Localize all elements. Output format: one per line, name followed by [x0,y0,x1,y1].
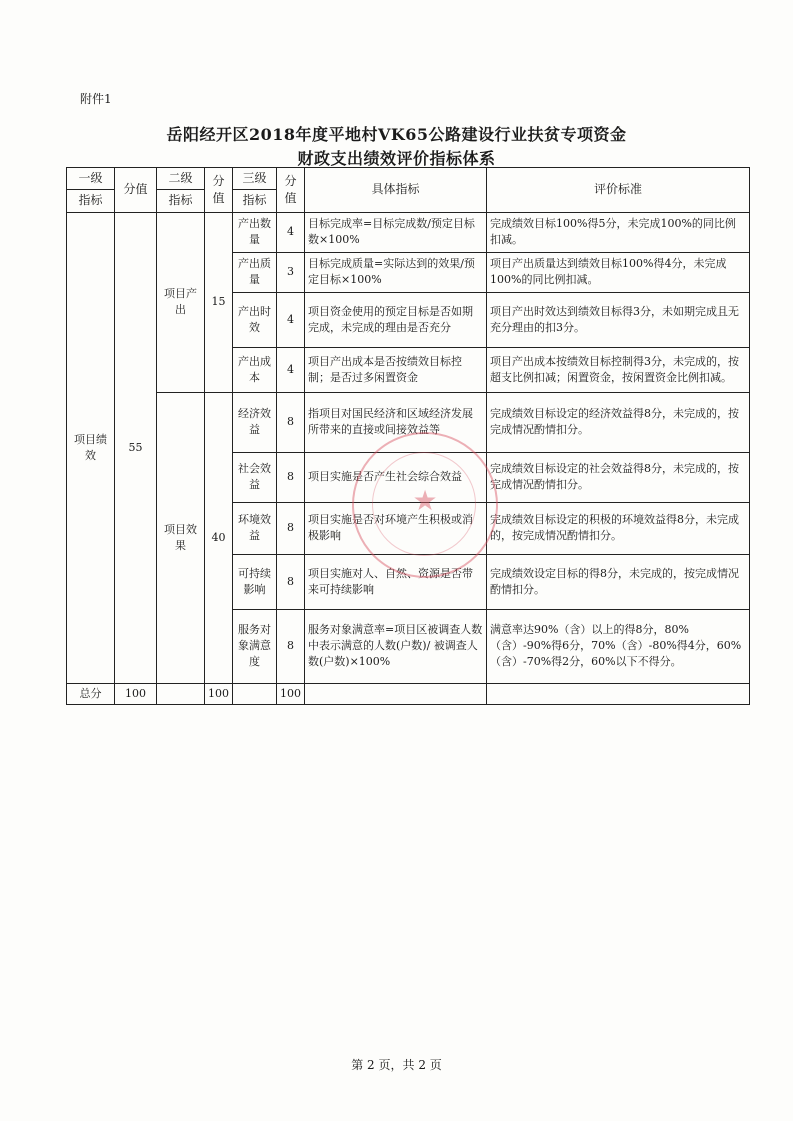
level3-indicator: 可持续影响 [233,554,277,609]
specific-indicator: 目标完成质量=实际达到的效果/预定目标×100% [305,252,487,292]
specific-indicator: 项目实施对人、自然、资源是否带来可持续影响 [305,554,487,609]
header-level3-bottom: 指标 [233,190,277,212]
table-row [67,392,750,452]
level3-score: 8 [277,609,305,683]
seal-star-icon: ★ [412,484,438,517]
header-score2: 分值 [205,168,233,213]
level3-score: 8 [277,392,305,452]
level1-indicator: 项目绩效 [67,212,115,683]
total-score1: 100 [115,683,157,704]
evaluation-criteria: 完成绩效目标设定的经济效益得8分，未完成的，按完成情况酌情扣分。 [487,392,750,452]
level2-indicator-output: 项目产出 [157,212,205,392]
level3-indicator: 服务对象满意度 [233,609,277,683]
level2-score-output: 15 [205,212,233,392]
level2-indicator-effect: 项目效果 [157,392,205,683]
header-score3: 分值 [277,168,305,213]
level1-score: 55 [115,212,157,683]
level3-indicator: 产出数量 [233,212,277,252]
header-score1: 分值 [115,168,157,213]
total-score3: 100 [277,683,305,704]
level2-score-effect: 40 [205,392,233,683]
header-level3-top: 三级 [233,168,277,190]
level3-score: 4 [277,212,305,252]
header-level2-top: 二级 [157,168,205,190]
level3-indicator: 产出时效 [233,292,277,347]
specific-indicator: 服务对象满意率=项目区被调查人数中表示满意的人数(户数)/ 被调查人数(户数)×100% [305,609,487,683]
evaluation-criteria: 项目产出时效达到绩效目标得3分，未如期完成且无充分理由的扣3分。 [487,292,750,347]
total-empty-cell [157,683,205,704]
document-title: 岳阳经开区2018年度平地村VK65公路建设行业扶贫专项资金 [166,125,627,144]
table-row [67,212,750,252]
level3-score: 8 [277,502,305,554]
level3-score: 3 [277,252,305,292]
total-empty-cell [233,683,277,704]
document-subtitle: 财政支出绩效评价指标体系 [297,149,496,168]
specific-indicator: 项目产出成本是否按绩效目标控制；是否过多闲置资金 [305,347,487,392]
specific-indicator: 项目实施是否对环境产生积极或消极影响 [305,502,487,554]
evaluation-criteria: 完成绩效设定目标的得8分，未完成的，按完成情况酌情扣分。 [487,554,750,609]
attachment-label: 附件1 [80,92,112,106]
level3-indicator: 环境效益 [233,502,277,554]
specific-indicator: 项目资金使用的预定目标是否如期完成，未完成的理由是否充分 [305,292,487,347]
header-level1-bottom: 指标 [67,190,115,212]
header-level1-top: 一级 [67,168,115,190]
total-row [67,683,750,704]
specific-indicator: 项目实施是否产生社会综合效益 [305,452,487,502]
level3-score: 4 [277,347,305,392]
evaluation-criteria: 项目产出成本按绩效目标控制得3分，未完成的，按超支比例扣减；闲置资金，按闲置资金比例扣减。 [487,347,750,392]
level3-indicator: 产出成本 [233,347,277,392]
level3-indicator: 社会效益 [233,452,277,502]
page-footer: 第 2 页，共 2 页 [351,1058,442,1072]
level3-indicator: 经济效益 [233,392,277,452]
evaluation-criteria: 完成绩效目标设定的积极的环境效益得8分，未完成的，按完成情况酌情扣分。 [487,502,750,554]
header-level2-bottom: 指标 [157,190,205,212]
total-label: 总分 [67,683,115,704]
evaluation-criteria: 项目产出质量达到绩效目标100%得4分，未完成100%的同比例扣减。 [487,252,750,292]
total-empty-cell [487,683,750,704]
total-empty-cell [305,683,487,704]
total-score2: 100 [205,683,233,704]
header-evaluation-criteria: 评价标准 [487,168,750,213]
level3-score: 8 [277,452,305,502]
evaluation-criteria: 满意率达90%（含）以上的得8分，80%（含）-90%得6分，70%（含）-80%得4分，60%（含）-70%得2分，60%以下不得分。 [487,609,750,683]
indicator-table [66,167,750,705]
level3-score: 4 [277,292,305,347]
specific-indicator: 指项目对国民经济和区域经济发展所带来的直接或间接效益等 [305,392,487,452]
specific-indicator: 目标完成率=目标完成数/预定目标数×100% [305,212,487,252]
evaluation-criteria: 完成绩效目标设定的社会效益得8分，未完成的，按完成情况酌情扣分。 [487,452,750,502]
level3-score: 8 [277,554,305,609]
header-specific-indicator: 具体指标 [305,168,487,213]
evaluation-criteria: 完成绩效目标100%得5分，未完成100%的同比例扣减。 [487,212,750,252]
level3-indicator: 产出质量 [233,252,277,292]
